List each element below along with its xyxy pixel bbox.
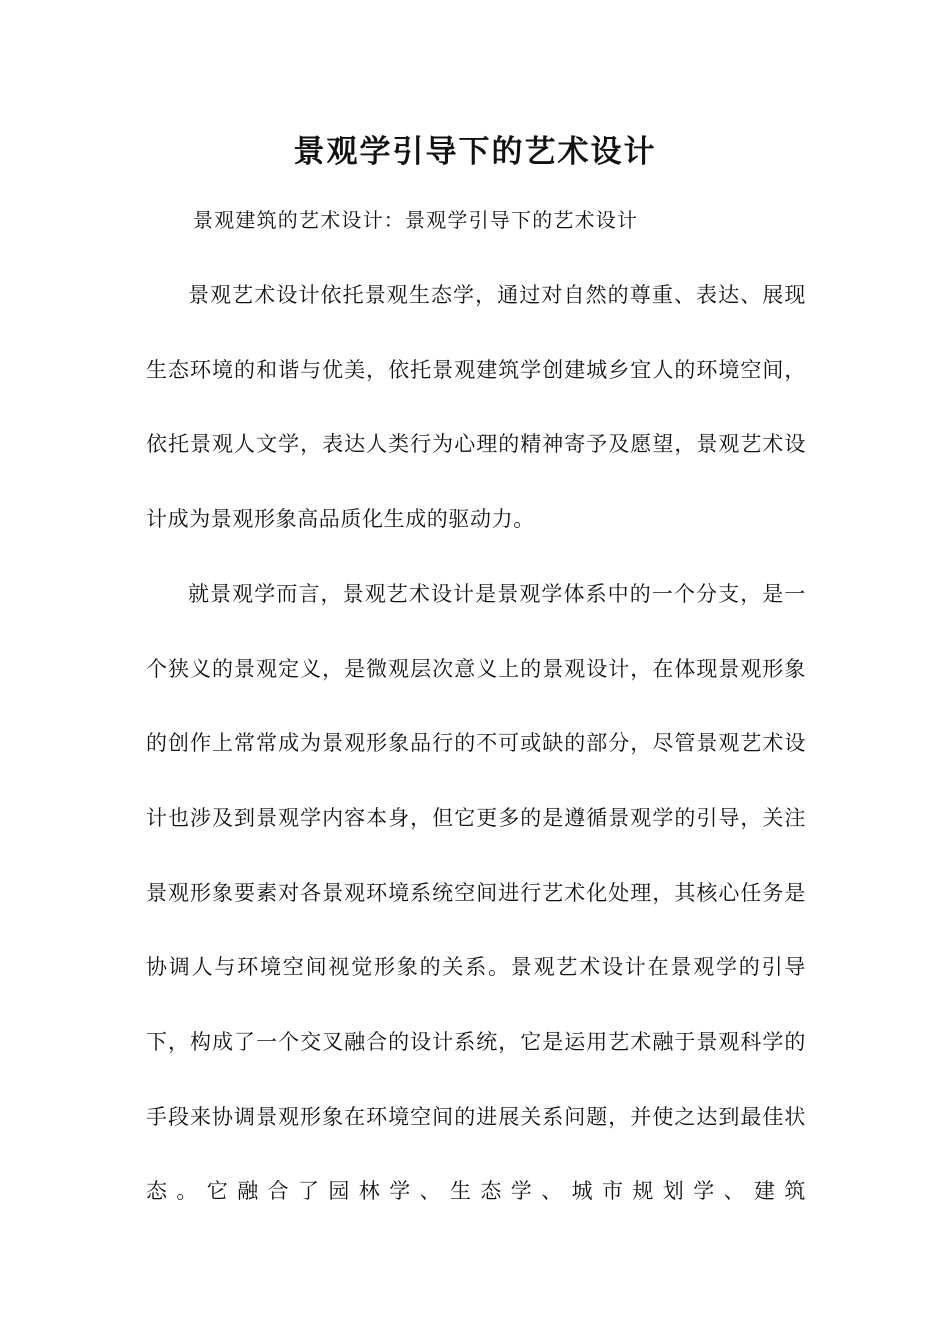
document-body bbox=[146, 258, 806, 1229]
paragraph-1: 景观艺术设计依托景观生态学，通过对自然的尊重、表达、展现生态环境的和谐与优美，依托景观建筑学创建城乡宜人的环境空间，依托景观人文学，表达人类行为心理的精神寄予及愿望，景观艺术设计成为景观形象高品质化生成的驱动力。 bbox=[146, 283, 806, 532]
paragraph-2: 就景观学而言，景观艺术设计是景观学体系中的一个分支，是一个狭义的景观定义，是微观层次意义上的景观设计，在体现景观形象的创作上常常成为景观形象品行的不可或缺的部分，尽管景观艺术设计也涉及到景观学内容本身，但它更多的是遵循景观学的引导，关注景观形象要素对各景观环境系统空间进行艺术化处理，其核心任务是协调人与环境空间视觉形象的关系。景观艺术设计在景观学的引导下，构成了一个交叉融合的设计系统，它是运用艺术融于景观科学的手段来协调景观形象在环境空间的进展关系问题，并使之达到最佳状态。它融合了园林学、生态学、城市规划学、建筑 bbox=[146, 581, 806, 1204]
document-subtitle: 景观建筑的艺术设计：景观学引导下的艺术设计 bbox=[193, 208, 639, 232]
document-title: 景观学引导下的艺术设计 bbox=[293, 134, 657, 170]
